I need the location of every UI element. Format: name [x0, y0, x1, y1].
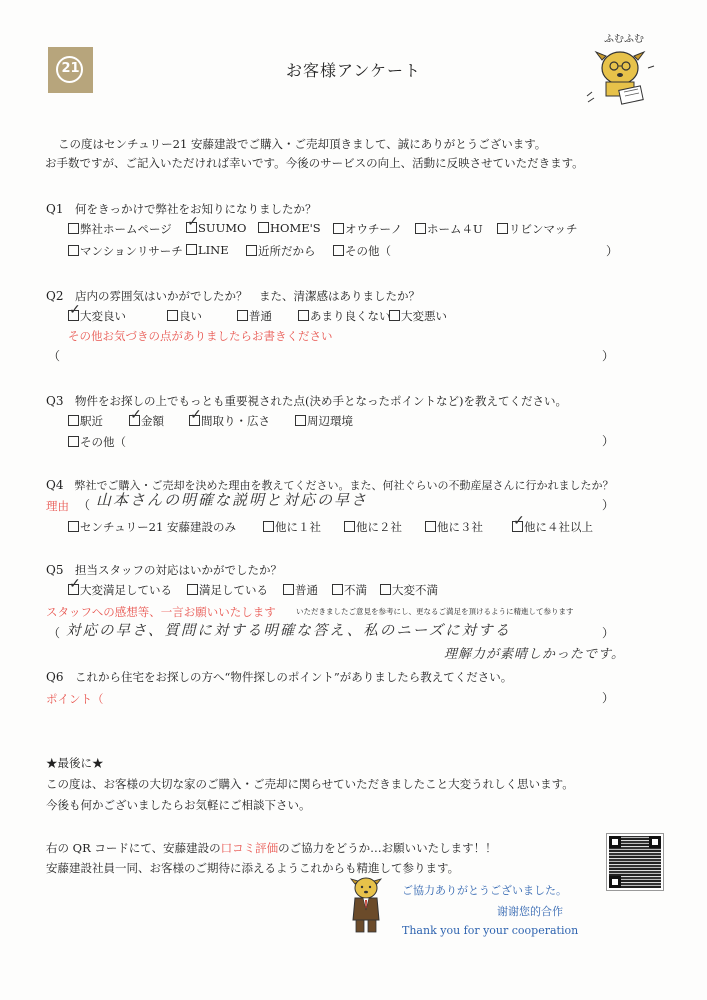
closing-heading: ★最後に★: [46, 756, 104, 770]
q1-option-line[interactable]: LINE: [186, 243, 229, 257]
q5-handwritten-answer-line-1[interactable]: 対応の早さ、質問に対する明確な答え、私のニーズに対する: [66, 623, 512, 639]
checkbox[interactable]: [333, 245, 344, 256]
q5-option-very-dissatisfied[interactable]: 大変不満: [380, 582, 438, 598]
q6-point-label: ポイント（: [46, 692, 104, 706]
q4-option-two-others[interactable]: 他に２社: [344, 519, 402, 535]
q3-text: 物件をお探しの上でもっとも重要視された点(決め手となったポイントなど)を教えてください。: [74, 394, 567, 408]
q5-close-paren: ）: [602, 626, 615, 640]
q4-close-paren: ）: [602, 498, 615, 512]
q4-open-paren: （: [78, 498, 91, 512]
q1-option-rivinmatch[interactable]: リビンマッチ: [497, 221, 578, 237]
checkbox[interactable]: [237, 310, 248, 321]
checkbox[interactable]: [68, 521, 79, 532]
checkbox-checked[interactable]: [189, 415, 200, 426]
mascot-thinking: [584, 30, 658, 110]
q1-option-other[interactable]: その他（: [333, 243, 391, 259]
checkbox[interactable]: [298, 310, 309, 321]
q3-option-layout[interactable]: ✓ 間取り・広さ: [189, 413, 270, 429]
closing-line-2: 今後も何かございましたらお気軽にご相談下さい。: [46, 798, 311, 812]
q5-number: Q5: [46, 563, 64, 577]
thanks-japanese: ご協力ありがとうございました。: [402, 884, 567, 897]
intro-line-2: お手数ですが、ご記入いただければ幸いです。今後のサービスの向上、活動に反映させていただきます。: [45, 156, 584, 170]
q2-option-normal[interactable]: 普通: [237, 308, 272, 324]
q3-option-station[interactable]: 駅近: [68, 413, 103, 429]
q6-number: Q6: [46, 670, 64, 684]
q4-number: Q4: [46, 478, 64, 492]
q5-option-satisfied[interactable]: 満足している: [187, 582, 268, 598]
checkbox-checked[interactable]: [512, 521, 523, 532]
q5-option-dissatisfied[interactable]: 不満: [332, 582, 367, 598]
q4-option-four-plus[interactable]: ✓ 他に４社以上: [512, 519, 593, 535]
q5-option-normal[interactable]: 普通: [283, 582, 318, 598]
q4-option-one-other[interactable]: 他に１社: [263, 519, 321, 535]
q3-option-other[interactable]: その他（: [68, 434, 126, 450]
checkbox[interactable]: [246, 245, 257, 256]
q1-text: 何をきっかけで弊社をお知りになりましたか？: [74, 202, 317, 216]
q1-number: Q1: [46, 202, 64, 216]
q1-other-close-paren: ）: [606, 244, 619, 258]
q6-point-field[interactable]: [110, 690, 598, 708]
q6-question: [46, 669, 512, 685]
q2-option-not-good[interactable]: あまり良くない: [298, 308, 391, 324]
checkbox-checked[interactable]: [186, 222, 197, 233]
staff-line: 安藤建設社員一同、お客様のご期待に添えるようこれからも精進して参ります。: [46, 861, 460, 875]
review-highlight: 口コミ評価: [220, 841, 279, 855]
q5-comment-note: いただきましたご意見を参考にし、更なるご満足を頂けるように精進して参ります: [296, 607, 574, 616]
q3-option-price[interactable]: ✓ 金額: [129, 413, 164, 429]
q5-option-very-satisfied[interactable]: ✓大変満足している: [68, 582, 172, 598]
dog-mascot-suit-icon: [346, 876, 386, 934]
qr-finder-icon: [609, 836, 621, 848]
checkbox[interactable]: [497, 223, 508, 234]
q2-number: Q2: [46, 289, 64, 303]
checkbox[interactable]: [380, 584, 391, 595]
thanks-english: Thank you for your cooperation: [402, 924, 579, 937]
checkbox-checked[interactable]: [68, 310, 79, 321]
page-title: お客様アンケート: [285, 61, 422, 80]
intro-line-1: この度はセンチュリー21 安藤建設でご購入・ご売却頂きまして、誠にありがとうございます。: [58, 137, 547, 151]
q5-open-paren: （: [48, 626, 61, 640]
q2-comment-field[interactable]: [66, 348, 596, 366]
qr-finder-icon: [649, 836, 661, 848]
q6-text: これから住宅をお探しの方へ“物件探しのポイント”がありましたら教えてください。: [74, 670, 513, 684]
q4-handwritten-answer[interactable]: 山本さんの明確な説明と対応の早さ: [96, 491, 369, 509]
checkbox-checked[interactable]: [68, 584, 79, 595]
q2-text: 店内の雰囲気はいかがでしたか？ また、清潔感はありましたか？: [74, 289, 420, 303]
q2-open-paren: （: [48, 349, 61, 363]
checkbox[interactable]: [187, 584, 198, 595]
closing-line-1: この度は、お客様の大切な家のご購入・ご売却に関らせていただきましたこと大変うれしく思います。: [46, 777, 574, 791]
q5-text: 担当スタッフの対応はいかがでしたか？: [74, 563, 282, 577]
q5-question: [46, 562, 282, 578]
q4-option-three-others[interactable]: 他に３社: [425, 519, 483, 535]
q5-handwritten-answer-line-2[interactable]: 理解力が素晴しかったです。: [444, 647, 625, 662]
q4-text: 弊社でご購入・ご売却を決めた理由を教えてください。また、何社ぐらいの不動産屋さんに行かれましたか？: [74, 479, 614, 492]
checkbox[interactable]: [295, 415, 306, 426]
q3-other-close-paren: ）: [602, 434, 615, 448]
checkbox[interactable]: [68, 223, 79, 234]
qr-finder-icon: [609, 876, 621, 888]
q1-option-homepage[interactable]: 弊社ホームページ: [68, 221, 172, 237]
review-qr-code[interactable]: [607, 834, 663, 890]
checkbox[interactable]: [344, 521, 355, 532]
checkbox[interactable]: [332, 584, 343, 595]
q2-option-good[interactable]: 良い: [167, 308, 202, 324]
q2-option-very-good[interactable]: ✓大変良い: [68, 308, 126, 324]
q1-option-ouchino[interactable]: オウチーノ: [333, 221, 402, 237]
q3-option-environment[interactable]: 周辺環境: [295, 413, 353, 429]
q4-reason-label: 理由: [46, 499, 69, 513]
qr-request-line: 右の QR コードにて、安藤建設の口コミ評価のご協力をどうか…お願いいたします！！: [46, 841, 497, 855]
mascot-caption: ふむふむ: [604, 34, 644, 45]
q5-comment-prompt: スタッフへの感想等、一言お願いいたします: [46, 605, 276, 619]
q1-option-suumo[interactable]: ✓ SUUMO: [186, 221, 246, 235]
mascot-bowing: [346, 876, 386, 934]
thanks-chinese: 谢谢您的合作: [497, 905, 563, 918]
checkbox[interactable]: [415, 223, 426, 234]
q6-close-paren: ）: [602, 691, 615, 705]
checkbox[interactable]: [333, 223, 344, 234]
checkbox[interactable]: [186, 244, 197, 255]
logo-text: 21: [61, 61, 80, 76]
q1-option-homes[interactable]: HOME'S: [258, 221, 321, 235]
checkbox[interactable]: [68, 245, 79, 256]
q3-question: [46, 393, 567, 409]
checkbox[interactable]: [68, 415, 79, 426]
checkbox[interactable]: [283, 584, 294, 595]
checkbox-checked[interactable]: [129, 415, 140, 426]
checkbox[interactable]: [68, 436, 79, 447]
q2-comment-prompt: その他お気づきの点がありましたらお書きください: [68, 329, 333, 343]
checkbox[interactable]: [258, 222, 269, 233]
q1-question: [46, 201, 316, 217]
q2-question: [46, 288, 420, 304]
q1-option-neighborhood[interactable]: 近所だから: [246, 243, 316, 259]
checkbox[interactable]: [263, 521, 274, 532]
q3-number: Q3: [46, 394, 64, 408]
checkbox[interactable]: [389, 310, 400, 321]
q1-option-home4u[interactable]: ホーム４U: [415, 221, 483, 237]
q1-option-mansion-research[interactable]: マンションリサーチ: [68, 243, 183, 259]
q2-option-very-bad[interactable]: 大変悪い: [389, 308, 447, 324]
q4-option-only-us[interactable]: センチュリー21 安藤建設のみ: [68, 519, 236, 535]
checkbox[interactable]: [425, 521, 436, 532]
q2-close-paren: ）: [602, 349, 615, 363]
checkbox[interactable]: [167, 310, 178, 321]
